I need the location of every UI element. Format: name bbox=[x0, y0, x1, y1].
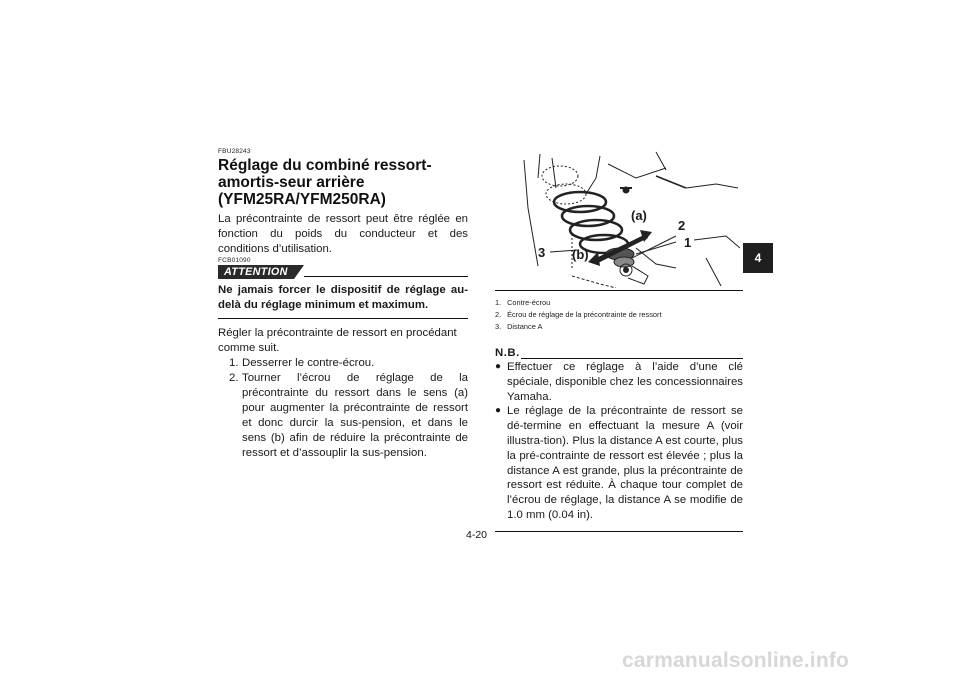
attention-banner bbox=[218, 265, 468, 279]
bullet-icon: ● bbox=[495, 361, 502, 372]
figure-legend bbox=[495, 297, 662, 334]
legend-item: 1. Contre-écrou bbox=[495, 298, 551, 307]
chapter-tab: 4 bbox=[743, 243, 773, 273]
step-number: 1. bbox=[229, 357, 239, 369]
shock-absorber-illustration bbox=[516, 148, 740, 288]
note-list bbox=[495, 360, 743, 523]
figure-rule bbox=[495, 290, 743, 291]
legend-item: 2. Écrou de réglage de la précontrainte de ressort bbox=[495, 310, 662, 320]
note-end-rule bbox=[495, 531, 743, 532]
label-1: 1 bbox=[684, 235, 692, 250]
note-title: N.B. bbox=[495, 347, 520, 359]
note-rule bbox=[521, 358, 743, 359]
attention-code: FCB01090 bbox=[218, 257, 251, 264]
attention-text: Ne jamais forcer le dispositif de réglage au-delà du réglage minimum et maximum. bbox=[218, 284, 468, 311]
section-code: FBU28243 bbox=[218, 148, 251, 155]
attention-rule bbox=[304, 276, 468, 277]
page-number: 4-20 bbox=[466, 529, 488, 541]
procedure-step bbox=[218, 371, 468, 461]
step-number: 2. bbox=[229, 372, 239, 384]
illustration-drawing bbox=[516, 148, 740, 288]
step-text: Desserrer le contre-écrou. bbox=[242, 357, 375, 369]
step-text: Tourner l’écrou de réglage de la précontrainte du ressort dans le sens (a) pour augmenter la précontrainte de ressort et donc durcir la sus-pension, et dans le sens (b) afin de réduire la précontrainte de ressort et d’assouplir la sus-pension. bbox=[242, 372, 468, 459]
note-header bbox=[495, 347, 743, 360]
left-column bbox=[218, 148, 468, 461]
procedure-step bbox=[218, 356, 468, 371]
section-title: Réglage du combiné ressort-amortis-seur arrière (YFM25RA/YFM250RA) bbox=[218, 157, 432, 208]
label-3: 3 bbox=[538, 245, 546, 260]
watermark: carmanualsonline.info bbox=[622, 649, 850, 672]
label-a: (a) bbox=[631, 208, 647, 223]
label-b: (b) bbox=[572, 247, 589, 262]
note-item bbox=[495, 404, 743, 522]
procedure-steps bbox=[218, 356, 468, 461]
note-box bbox=[495, 347, 743, 532]
note-text: Effectuer ce réglage à l’aide d’une clé spéciale, disponible chez les concessionnaires Yamaha. bbox=[507, 361, 743, 403]
note-item bbox=[495, 360, 743, 404]
procedure-intro: Régler la précontrainte de ressort en procédant comme suit. bbox=[218, 327, 457, 354]
bullet-icon: ● bbox=[495, 405, 502, 417]
intro-paragraph: La précontrainte de ressort peut être réglée en fonction du poids du conducteur et des conditions d’utilisation. bbox=[218, 213, 468, 255]
attention-end-rule bbox=[218, 318, 468, 319]
note-text: Le réglage de la précontrainte de ressort se dé-termine en effectuant la mesure A (voir illustra-tion). Plus la distance A est courte, plus la pré-contrainte de ressort est élevée ; plus la distance A est grande, plus la précontrainte de ressort est réduite. À chaque tour complet de l’écrou de réglage, la distance A se modifie de 1.0 mm (0.04 in). bbox=[507, 405, 743, 521]
label-2: 2 bbox=[678, 218, 686, 233]
legend-item: 3. Distance A bbox=[495, 322, 543, 332]
attention-label: ATTENTION bbox=[218, 265, 294, 279]
